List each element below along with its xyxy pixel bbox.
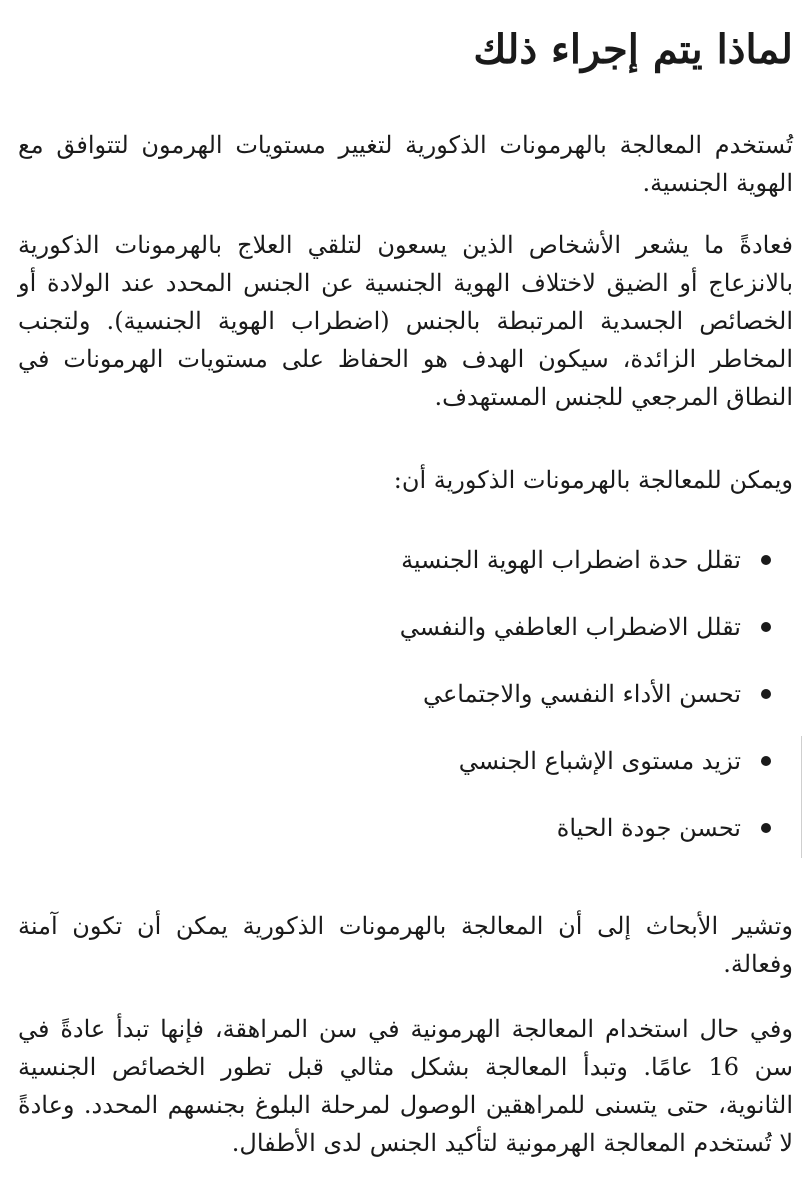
benefits-list bbox=[18, 526, 793, 861]
list-item bbox=[18, 526, 793, 593]
explanation-paragraph: فعادةً ما يشعر الأشخاص الذين يسعون لتلقي العلاج بالهرمونات الذكورية بالانزعاج أو الضيق لاختلاف الهوية الجنسية عن الجنس المحدد عند الولادة أو الخصائص الجسدية المرتبطة بالجنس (اضطراب الهوية الجنسية). ولتجنب المخاطر الزائدة، سيكون الهدف هو الحفاظ على مستويات الهرمونات في النطاق المرجعي للجنس المستهدف. bbox=[18, 231, 793, 411]
article bbox=[18, 0, 793, 1200]
benefits-lead-in: ويمكن للمعالجة بالهرمونات الذكورية أن: bbox=[393, 466, 793, 494]
list-item-text: تحسن الأداء النفسي والاجتماعي bbox=[422, 679, 741, 708]
intro-paragraph: تُستخدم المعالجة بالهرمونات الذكورية لتغيير مستويات الهرمون لتتوافق مع الهوية الجنسية. bbox=[18, 131, 793, 197]
bullet-dot-icon bbox=[761, 756, 771, 766]
page-title: لماذا يتم إجراء ذلك bbox=[473, 26, 793, 73]
list-item bbox=[18, 660, 793, 727]
bullet-dot-icon bbox=[761, 555, 771, 565]
research-paragraph: وتشير الأبحاث إلى أن المعالجة بالهرمونات الذكورية يمكن أن تكون آمنة وفعالة. bbox=[18, 912, 793, 978]
list-item bbox=[18, 794, 793, 861]
bullet-dot-icon bbox=[761, 689, 771, 699]
list-item bbox=[18, 727, 793, 794]
list-item-text: تحسن جودة الحياة bbox=[556, 813, 741, 842]
bullet-dot-icon bbox=[761, 622, 771, 632]
adolescence-paragraph: وفي حال استخدام المعالجة الهرمونية في سن المراهقة، فإنها تبدأ عادةً في سن 16 عامًا. وتبدأ المعالجة بشكل مثالي قبل تطور الخصائص الجنسية الثانوية، حتى يتسنى للمراهقين الوصول لمرحلة البلوغ بجنسهم المحدد. وعادةً لا تُستخدم المعالجة الهرمونية لتأكيد الجنس لدى الأطفال. bbox=[18, 1015, 793, 1157]
bullet-dot-icon bbox=[761, 823, 771, 833]
list-item bbox=[18, 593, 793, 660]
list-item-text: تقلل حدة اضطراب الهوية الجنسية bbox=[401, 545, 741, 574]
list-item-text: تقلل الاضطراب العاطفي والنفسي bbox=[399, 612, 741, 641]
list-item-text: تزيد مستوى الإشباع الجنسي bbox=[458, 746, 741, 775]
scroll-indicator bbox=[801, 736, 802, 858]
